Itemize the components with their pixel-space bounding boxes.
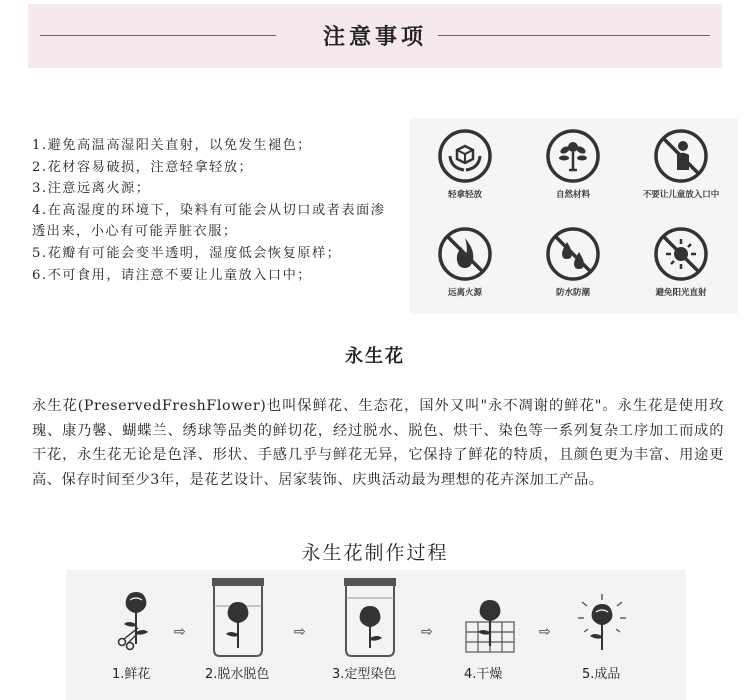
plant-icon — [545, 128, 601, 184]
icon-cell-natural — [518, 128, 628, 200]
step-arrow: ⇨ — [174, 624, 186, 640]
icon-label: 轻拿轻放 — [447, 190, 482, 200]
no-child-mouth-icon — [653, 128, 709, 184]
notes-list — [32, 135, 388, 286]
step-label: 2.脱水脱色 — [205, 667, 270, 682]
rose-sparkle-icon — [574, 592, 630, 654]
icon-label: 自然材料 — [555, 190, 590, 200]
step-label: 4.干燥 — [464, 667, 503, 682]
icon-label: 防水防潮 — [555, 288, 590, 298]
icon-cell-no-sun — [626, 226, 736, 298]
page-title: 注意事项 — [322, 24, 427, 50]
step-label: 5.成品 — [582, 667, 621, 682]
icon-label: 不要让儿童放入口中 — [642, 190, 720, 200]
icon-label: 远离火源 — [447, 288, 482, 298]
note-item: 3.注意远离火源； — [32, 181, 151, 197]
icon-cell-handle-gently — [410, 128, 520, 200]
step-label: 1.鲜花 — [112, 667, 151, 682]
step-label: 3.定型染色 — [332, 667, 397, 682]
no-sun-icon — [653, 226, 709, 282]
intro-title: 永生花 — [345, 346, 405, 367]
no-water-icon — [545, 226, 601, 282]
icon-label: 避免阳光直射 — [655, 288, 707, 298]
intro-body: 永生花(PreservedFreshFlower)也叫保鲜花、生态花，国外又叫"永不凋谢的鲜花"。永生花是使用玫瑰、康乃馨、蝴蝶兰、绣球等品类的鲜切花，经过脱水、脱色、烘干、染色等一系列复杂工序加工而成的干花，永生花无论是色泽、形状、手感几乎与鲜花无异，它保持了鲜花的特质，且颜色更为丰富、用途更高、保存时间至少3年，是花艺设计、居家装饰、庆典活动最为理想的花卉深加工产品。 — [32, 398, 724, 488]
icon-cell-no-water — [518, 226, 628, 298]
step-arrow: ⇨ — [421, 624, 433, 640]
rose-scissors-icon — [108, 586, 164, 654]
rose-jar-icon — [206, 576, 270, 658]
step-arrow: ⇨ — [539, 624, 551, 640]
note-item: 1.避免高温高湿阳关直射，以免发生褪色； — [32, 138, 312, 153]
note-item: 5.花瓣有可能会变半透明，湿度低会恢复原样； — [32, 245, 342, 261]
care-icons-panel — [410, 118, 738, 314]
icon-cell-no-fire — [410, 226, 520, 298]
note-item: 2.花材容易破损，注意轻拿轻放； — [32, 159, 254, 175]
note-item: 4.在高湿度的环境下，染料有可能会从切口或者表面渗透出来，小心有可能弄脏衣服； — [32, 202, 386, 240]
rose-jar-dye-icon — [338, 576, 402, 658]
process-title: 永生花制作过程 — [301, 542, 449, 564]
note-item: 6.不可食用，请注意不要让儿童放入口中； — [32, 267, 312, 283]
step-arrow: ⇨ — [294, 624, 306, 640]
hands-box-icon — [437, 128, 493, 184]
icon-cell-no-child — [626, 128, 736, 200]
no-fire-icon — [437, 226, 493, 282]
rose-drying-rack-icon — [462, 596, 518, 658]
